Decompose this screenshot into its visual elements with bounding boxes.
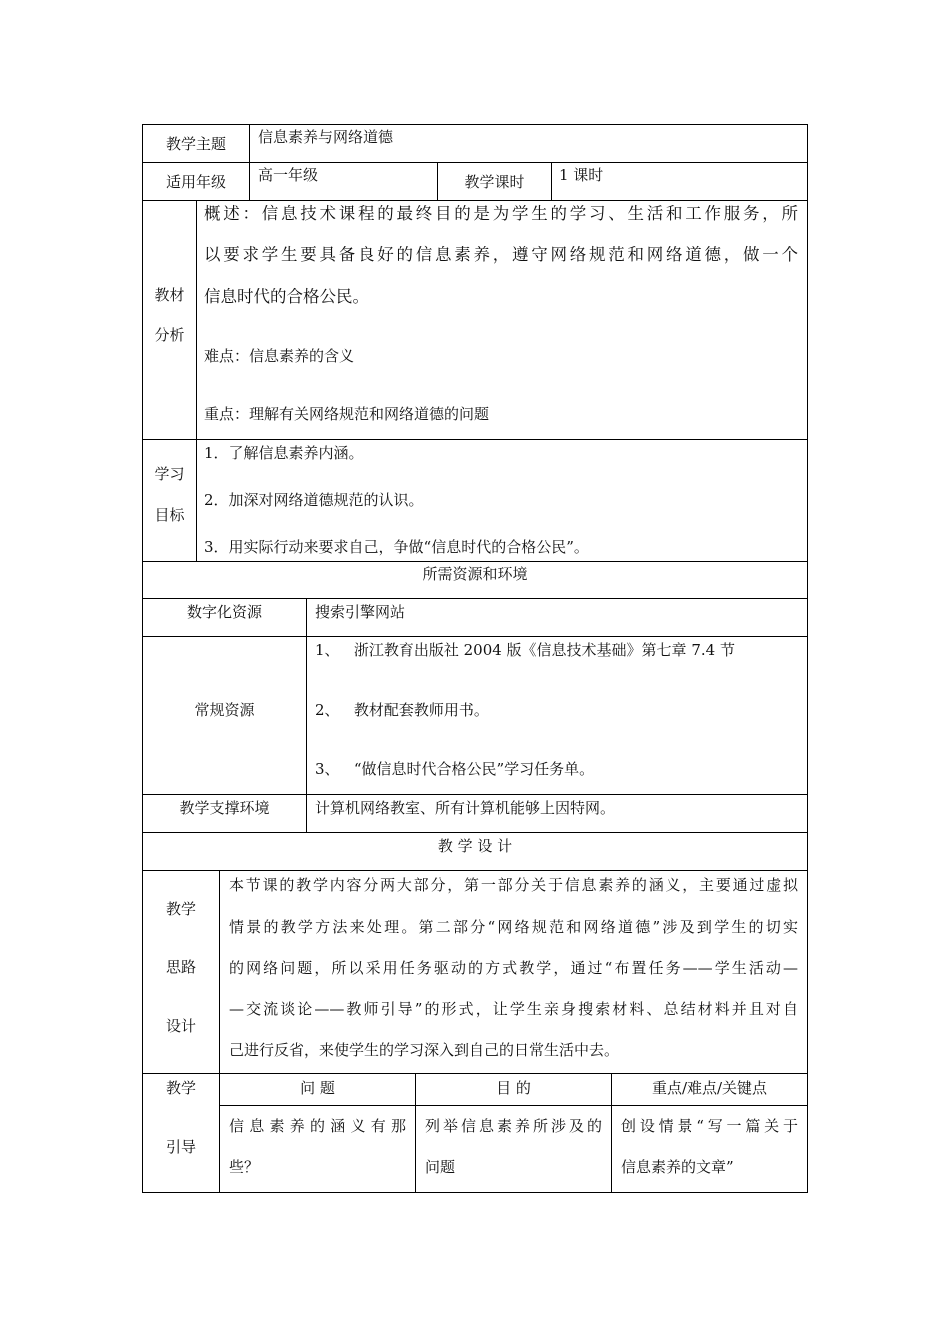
table-border [249, 124, 250, 201]
overview-text: 以要求学生要具备良好的信息素养，遵守网络规范和网络道德，做一个 [204, 245, 798, 264]
grade-value: 高一年级 [258, 166, 319, 184]
goal-item: 3．用实际行动来要求自己，争做“信息时代的合格公民”。 [204, 538, 589, 556]
purpose-cell: 问题 [425, 1158, 456, 1176]
table-border [142, 832, 808, 833]
table-border [142, 439, 808, 440]
overview-text: 信息时代的合格公民。 [204, 287, 369, 306]
goals-label: 目标 [154, 506, 185, 524]
table-border [142, 598, 808, 599]
guide-label: 教学 [165, 1079, 196, 1097]
regular-resource-item: 1、 浙江教育出版社 2004 版《信息技术基础》第七章 7.4 节 [315, 641, 735, 659]
idea-label: 教学 [165, 900, 196, 918]
env-value: 计算机网络教室、所有计算机能够上因特网。 [315, 799, 616, 817]
key-cell: 信息素养的文章” [621, 1158, 734, 1176]
key-cell: 创设情景“写一篇关于 [621, 1117, 798, 1135]
table-border [219, 1105, 808, 1106]
table-border [142, 200, 808, 201]
design-section-title: 教 学 设 计 [437, 837, 513, 855]
table-border [142, 794, 808, 795]
column-header-key: 重点/难点/关键点 [651, 1079, 768, 1097]
question-cell: 信息素养的涵义有那 [229, 1117, 406, 1135]
table-border [142, 870, 808, 871]
purpose-cell: 列举信息素养所涉及的 [425, 1117, 602, 1135]
table-border [807, 124, 808, 1193]
table-border [551, 162, 552, 201]
analysis-label: 分析 [154, 326, 185, 344]
analysis-label: 教材 [154, 286, 185, 304]
goal-item: 2．加深对网络道德规范的认识。 [204, 491, 424, 509]
digital-resource-label: 数字化资源 [186, 603, 262, 621]
column-header-purpose: 目 的 [496, 1079, 531, 1097]
key-point-text: 重点：理解有关网络规范和网络道德的问题 [204, 405, 490, 423]
topic-label: 教学主题 [165, 135, 226, 153]
guide-label: 引导 [165, 1138, 196, 1156]
hours-label: 教学课时 [464, 173, 525, 191]
difficulty-text: 难点：信息素养的含义 [204, 347, 355, 365]
idea-text: 情景的教学方法来处理。第二部分“网络规范和网络道德”涉及到学生的切实 [229, 918, 798, 936]
table-border [306, 598, 307, 833]
table-border [142, 124, 808, 125]
idea-text: —交流谈论——教师引导”的形式，让学生亲身搜索材料、总结材料并且对自 [229, 1000, 798, 1018]
idea-label: 思路 [165, 958, 196, 976]
idea-label: 设计 [165, 1017, 196, 1035]
table-border [142, 636, 808, 637]
table-border [142, 561, 808, 562]
regular-resource-label: 常规资源 [194, 701, 255, 719]
table-border [142, 162, 808, 163]
goals-label: 学习 [154, 465, 185, 483]
idea-text: 己进行反省，来使学生的学习深入到自己的日常生活中去。 [229, 1041, 620, 1059]
digital-resource-value: 搜索引擎网站 [315, 603, 406, 621]
topic-value: 信息素养与网络道德 [258, 128, 394, 146]
table-border [196, 200, 197, 562]
table-border [219, 870, 220, 1193]
resources-section-title: 所需资源和环境 [422, 565, 528, 583]
overview-text: 概述：信息技术课程的最终目的是为学生的学习、生活和工作服务，所 [204, 204, 798, 223]
regular-resource-item: 2、 教材配套教师用书。 [315, 701, 489, 719]
table-border [142, 1073, 808, 1074]
goal-item: 1．了解信息素养内涵。 [204, 444, 364, 462]
question-cell: 些？ [229, 1158, 260, 1176]
grade-label: 适用年级 [165, 173, 226, 191]
table-border [142, 1192, 808, 1193]
env-label: 教学支撑环境 [179, 799, 270, 817]
regular-resource-item: 3、 “做信息时代合格公民”学习任务单。 [315, 760, 595, 778]
idea-text: 的网络问题，所以采用任务驱动的方式教学，通过“布置任务——学生活动— [229, 959, 798, 977]
column-header-question: 问 题 [300, 1079, 335, 1097]
hours-value: 1 课时 [559, 166, 604, 184]
idea-text: 本节课的教学内容分两大部分，第一部分关于信息素养的涵义，主要通过虚拟 [229, 876, 798, 894]
